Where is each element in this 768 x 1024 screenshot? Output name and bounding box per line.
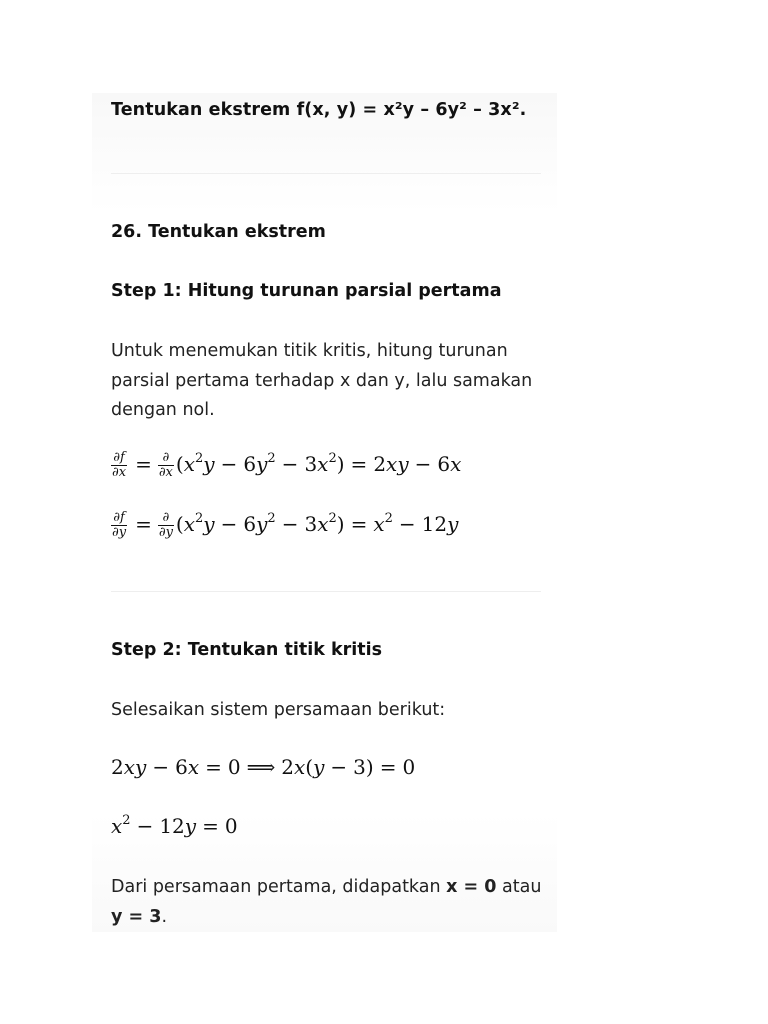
step1-title: Step 1: Hitung turunan parsial pertama <box>111 281 502 301</box>
step2-equation-1: 2xy − 6x = 0 ⟹ 2x(y − 3) = 0 <box>111 755 416 779</box>
step1-equation-2: $\frac{\partial f}{\partial y}$ = $\frac{\partial}{\partial y}$ $(x^2y - 6y^2 - 3x^2) = x^2 - 12y$ <box>112 510 459 540</box>
step1-equation-1: $\frac{\partial f}{\partial x}$ = $\frac{\partial}{\partial x}$ $(x^2y - 6y^2 - 3x^2) = 2xy - 6x$ <box>112 450 462 480</box>
question-text: Tentukan ekstrem f(x, y) = x²y – 6y² – 3x². <box>111 100 527 120</box>
step2-text: Selesaikan sistem persamaan berikut: <box>111 700 446 720</box>
step1-text: Untuk menemukan titik kritis, hitung turunan parsial pertama terhadap x dan y, lalu samakan dengan nol. <box>111 341 533 420</box>
step2-result-mid: atau <box>496 877 542 897</box>
step2-result-prefix: Dari persamaan pertama, didapatkan <box>111 877 447 897</box>
step2-title: Step 2: Tentukan titik kritis <box>111 640 382 660</box>
section-title: 26. Tentukan ekstrem <box>111 222 326 242</box>
divider <box>111 591 541 592</box>
divider <box>111 173 541 174</box>
step2-result <box>111 873 551 932</box>
step2-equation-2: $x^2 - 12y = 0$ <box>111 813 238 838</box>
step2-result-end: . <box>161 906 168 927</box>
step2-result-y: y = 3 <box>111 906 162 927</box>
step2-result-x: x = 0 <box>446 877 497 897</box>
